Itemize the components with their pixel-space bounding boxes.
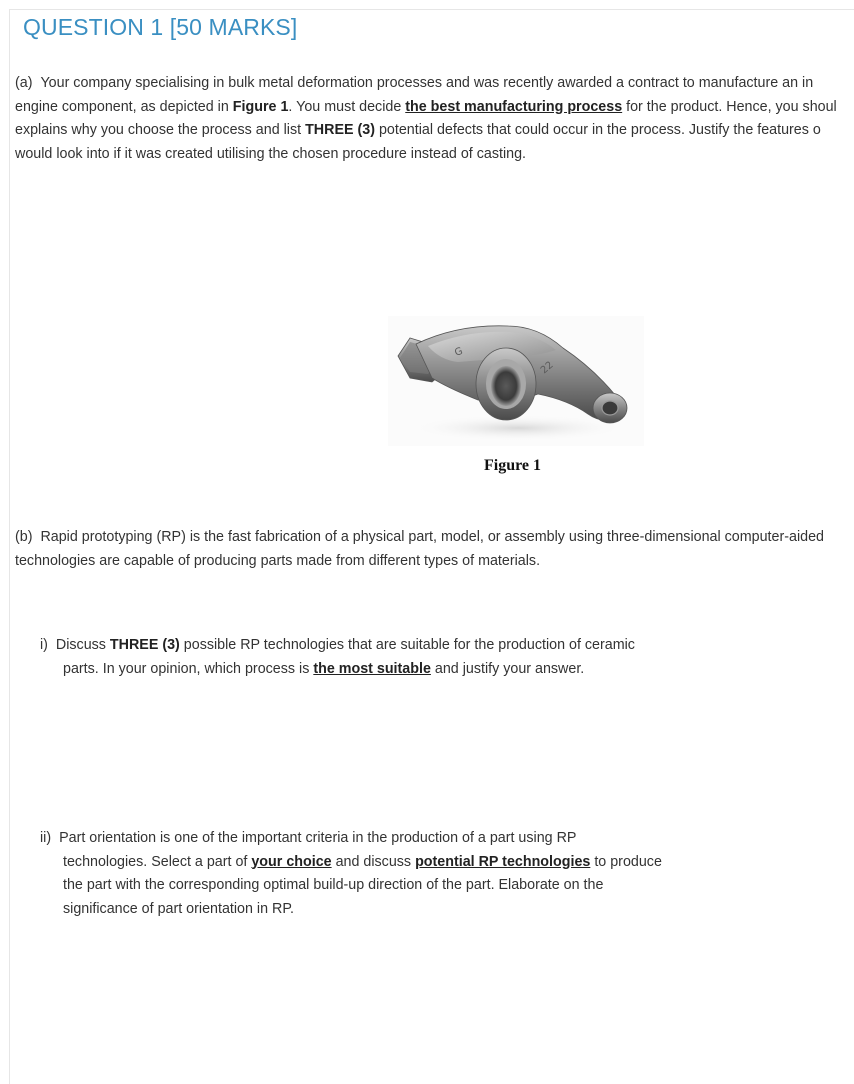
part-a-text-1: Your company specialising in bulk metal deformation processes and was recently awarded a contract to manufacture an in [40, 75, 814, 91]
part-b-label: (b) [15, 529, 33, 545]
part-b-line-2: technologies are capable of producing parts made from different types of materials. [15, 552, 541, 569]
part-b-text-1: Rapid prototyping (RP) is the fast fabrication of a physical part, model, or assembly using three-dimensional computer-aided [40, 529, 824, 545]
sub-i-label: i) [40, 637, 48, 653]
part-a-text-2a: engine component, as depicted in [15, 98, 233, 115]
part-a-line-4: would look into if it was created utilising the chosen procedure instead of casting. [15, 145, 527, 162]
sub-ii-text-2a: technologies. Select a part of [63, 853, 252, 870]
sub-ii-line-2 [40, 851, 662, 875]
figure-caption: Figure 1 [484, 457, 542, 474]
sub-i-text-2a: parts. In your opinion, which process is [63, 660, 314, 677]
part-a-line-2 [15, 96, 837, 120]
emphasis-most-suitable: the most suitable [313, 660, 431, 677]
part-b-line-1 [15, 526, 824, 550]
sub-i-text-1c: possible RP technologies that are suitable for the production of ceramic [179, 637, 635, 653]
sub-ii-line-4: significance of part orientation in RP. [63, 900, 295, 917]
figure-marking-number: 22 [538, 359, 556, 377]
emphasis-your-choice: your choice [251, 853, 332, 870]
sub-i-text-2c: and justify your answer. [430, 660, 585, 677]
part-a-text-2e: for the product. Hence, you shoul [622, 98, 837, 115]
emphasis-best-process: the best manufacturing process [405, 98, 623, 115]
adjuster-hole-icon [602, 401, 618, 415]
part-a-text-3a: explains why you choose the process and list [15, 122, 306, 138]
sub-ii-line-1 [40, 827, 662, 851]
emphasis-three-rp: THREE (3) [109, 637, 180, 653]
sub-ii-text-1: Part orientation is one of the important criteria in the production of a part using RP [59, 830, 577, 846]
figure-1-image [388, 316, 644, 446]
part-a-text-2c: . You must decide [288, 98, 406, 115]
sub-i-line-2 [40, 658, 635, 682]
sub-ii-text-2c: and discuss [331, 853, 416, 870]
sub-ii-text-2e: to produce [590, 853, 662, 870]
rocker-arm-illustration [388, 316, 644, 446]
part-b-paragraph [15, 526, 824, 573]
sub-i-text-1a: Discuss [55, 637, 110, 653]
part-a-label: (a) [15, 75, 33, 91]
figure-reference: Figure 1 [232, 98, 289, 115]
pivot-bore-icon [491, 366, 521, 406]
part-a-paragraph [15, 72, 837, 166]
sub-i-line-1 [40, 634, 635, 658]
part-a-line-1 [15, 72, 837, 96]
emphasis-three: THREE (3) [305, 122, 375, 138]
part-a-text-3c: potential defects that could occur in the process. Justify the features o [374, 122, 821, 138]
figure-marking-g: G [453, 345, 465, 359]
sub-ii-label: ii) [40, 830, 52, 846]
sub-question-ii [40, 827, 662, 921]
sub-question-i [40, 634, 635, 681]
question-title: QUESTION 1 [50 MARKS] [23, 14, 298, 40]
question-page [9, 9, 854, 1084]
part-a-line-3 [15, 119, 837, 143]
sub-ii-line-3: the part with the corresponding optimal build-up direction of the part. Elaborate on the [63, 877, 604, 893]
emphasis-potential-rp: potential RP technologies [415, 853, 591, 870]
